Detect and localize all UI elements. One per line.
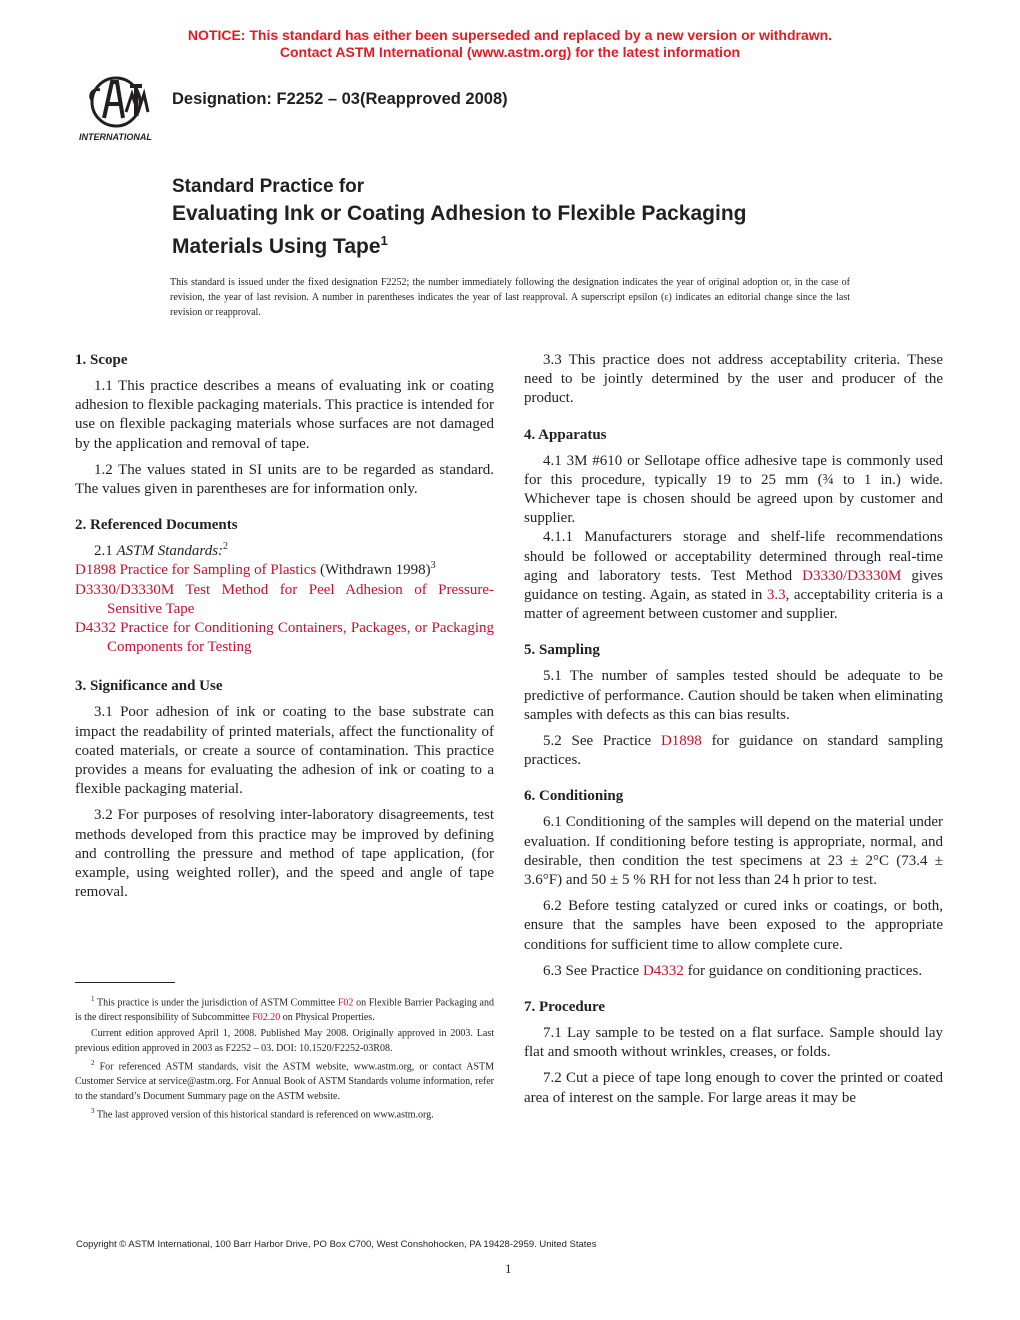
right-column: [524, 351, 943, 1108]
ref-d1898: [75, 561, 494, 580]
title-line-2: Evaluating Ink or Coating Adhesion to Flexible Packaging: [172, 202, 747, 225]
title-line-3-text: Materials Using Tape: [172, 235, 381, 258]
section-4-heading: 4. Apparatus: [524, 426, 607, 443]
ref-d3330: [75, 581, 494, 619]
title-line-3: [172, 227, 872, 260]
para-5-2: [524, 732, 943, 770]
footnote-2-text: For referenced ASTM standards, visit the ASTM website, www.astm.org, or contact ASTM Customer Service at service@astm.org. For Annual Book of ASTM Standards volume information, refer to the standard’s Document Summary page on the ASTM website.: [75, 1061, 495, 1103]
para-7-1: 7.1 Lay sample to be tested on a flat surface. Sample should lay flat and smooth without wrinkles, creases, or folds.: [524, 1025, 943, 1061]
para-6-3-link-d4332[interactable]: D4332: [642, 962, 684, 979]
copyright: Copyright © ASTM International, 100 Barr Harbor Drive, PO Box C700, West Conshohocken, PA 19428-2959. United States: [76, 1239, 597, 1250]
notice-banner: [0, 27, 1020, 61]
para-5-2-link-d1898[interactable]: D1898: [660, 733, 702, 750]
intro-paragraph: This standard is issued under the fixed designation F2252; the number immediately following the designation indicates the year of original adoption or, in the case of revision, the year of last revision. A number in parentheses indicates the year of last reapproval. A superscript epsilon (ε) indicates an editorial change since the last revision or reapproval.: [170, 277, 850, 318]
footnote-1: [75, 992, 494, 1026]
section-5-heading: 5. Sampling: [524, 642, 600, 659]
title-block: [172, 174, 872, 260]
para-4-1-1-b: gives guidance on testing. Again, as stated in: [524, 567, 944, 604]
footnotes: [75, 992, 494, 1123]
para-4-1-1-link-3-3[interactable]: 3.3: [766, 587, 786, 604]
para-5-2-a: 5.2 See Practice: [543, 733, 652, 750]
ref-d1898-sup[interactable]: 3: [430, 560, 436, 572]
para-2-1-sup[interactable]: 2: [223, 541, 229, 553]
para-5-2-b: for guidance on standard sampling practices.: [524, 733, 943, 769]
section-2-heading: 2. Referenced Documents: [75, 517, 238, 534]
section-1-heading: 1. Scope: [75, 352, 128, 368]
ref-d1898-code[interactable]: D1898: [75, 562, 116, 579]
footnote-2-mark: 2: [91, 1058, 95, 1067]
para-6-3: [524, 962, 943, 981]
section-7-heading: 7. Procedure: [524, 999, 606, 1016]
logo-text: INTERNATIONAL: [79, 132, 152, 142]
para-2-1-num: 2.1: [94, 543, 113, 560]
page-number: 1: [505, 1261, 512, 1276]
para-4-1-1-a: 4.1.1 Manufacturers storage and shelf-life recommendations should be followed or acceptability determined through real-time aging and laboratory tests. Test Method: [524, 529, 943, 584]
ref-d3330-title[interactable]: Test Method for Peel Adhesion of Pressure-Sensitive Tape: [107, 581, 494, 617]
footnote-1-edition: Current edition approved April 1, 2008. Published May 2008. Originally approved in 2003. Last previous edition approved in 2003 as F2252 – 03. DOI: 10.1520/F2252-03R08.: [75, 1027, 494, 1054]
notice-line-1: NOTICE: This standard has either been superseded and replaced by a new version or withdrawn.: [187, 27, 833, 43]
footnote-1-link-f02[interactable]: F02: [337, 997, 354, 1009]
para-4-1-1-link-d3330[interactable]: D3330/D3330M: [802, 567, 902, 584]
astm-logo: [74, 72, 160, 144]
para-4-1-1-c: , acceptability criteria is a matter of agreement between customer and supplier.: [524, 587, 943, 623]
para-7-2: 7.2 Cut a piece of tape long enough to cover the printed or coated area of interest on the sample. For large areas it may be: [524, 1070, 943, 1106]
para-3-1: 3.1 Poor adhesion of ink or coating to the base substrate can impact the readability of printed materials, affect the functionality of coated materials, or create a source of contamination. This practice provides a means for evaluating the adhesion of ink or coating to a flexible packaging material.: [75, 704, 494, 798]
para-2-1: [75, 542, 494, 561]
ref-d3330-code[interactable]: D3330/D3330M: [75, 581, 175, 598]
para-1-2: 1.2 The values stated in SI units are to be regarded as standard. The values given in parentheses are for information only.: [75, 461, 494, 498]
astm-logo-icon: [74, 72, 160, 144]
footnote-1-mark: 1: [91, 995, 95, 1003]
ref-d4332-title[interactable]: Practice for Conditioning Containers, Packages, or Packaging Components for Testing: [107, 620, 495, 656]
ref-d1898-note: (Withdrawn 1998): [319, 562, 431, 579]
para-6-2: 6.2 Before testing catalyzed or cured inks or coatings, or both, ensure that the samples have been exposed to the appropriate conditions for sufficient time to allow complete cure.: [524, 898, 943, 953]
para-4-1-1: [524, 528, 943, 624]
left-column: [75, 351, 494, 902]
title-line-1: Standard Practice for: [172, 176, 365, 197]
title-footnote-mark[interactable]: 1: [380, 233, 388, 248]
para-6-1: 6.1 Conditioning of the samples will depend on the material under evaluation. If conditioning before testing is appropriate, normal, and desirable, then condition the test specimens at 23 ± 2°C (73.4 ± 3.6°F) and 50 ± 5 % RH for not less than 24 h prior to test.: [524, 814, 943, 889]
ref-d4332: [75, 619, 494, 657]
para-3-3: 3.3 This practice does not address acceptability criteria. These need to be jointly determined by the user and producer of the product.: [524, 352, 943, 407]
footnote-3-text: The last approved version of this historical standard is referenced on www.astm.org.: [96, 1109, 434, 1121]
para-6-3-a: 6.3 See Practice: [543, 962, 640, 979]
ref-d1898-title[interactable]: Practice for Sampling of Plastics: [119, 562, 317, 579]
para-6-3-b: for guidance on conditioning practices.: [687, 962, 923, 979]
para-2-1-text: ASTM Standards:: [116, 543, 224, 560]
para-1-1: 1.1 This practice describes a means of evaluating ink or coating adhesion to flexible packaging materials. This practice is intended for use on flexible packaging materials whose surfaces are not damaged by the application and removal of tape.: [75, 378, 494, 452]
notice-line-2: Contact ASTM International (www.astm.org) for the latest information: [279, 44, 741, 60]
footnote-1-b: on Flexible Barrier Packaging and is the direct responsibility of Subcommittee: [75, 997, 494, 1024]
para-4-1: 4.1 3M #610 or Sellotape office adhesive tape is commonly used for this procedure, typically 19 to 25 mm (¾ to 1 in.) wide. Whichever tape is chosen should be agreed upon by customer and supplier.: [524, 452, 943, 527]
designation: Designation: F2252 – 03(Reapproved 2008): [172, 90, 508, 108]
footnote-3: [75, 1104, 494, 1122]
section-6-heading: 6. Conditioning: [524, 788, 624, 805]
para-3-2: 3.2 For purposes of resolving inter-laboratory disagreements, test methods developed from this practice may be improved by defining and controlling the pressure and method of tape application, (for example, using weighted roller), and the speed and angle of tape removal.: [75, 807, 494, 901]
footnote-rule: [75, 982, 175, 983]
ref-d4332-code[interactable]: D4332: [75, 620, 116, 637]
footnote-3-mark: 3: [91, 1107, 95, 1116]
section-3-heading: 3. Significance and Use: [75, 678, 223, 695]
footnote-1-c: on Physical Properties.: [282, 1012, 375, 1024]
footnote-2: [75, 1056, 494, 1105]
footnote-1-link-f0220[interactable]: F02.20: [252, 1012, 281, 1024]
para-5-1: 5.1 The number of samples tested should be adequate to be predictive of performance. Caution should be taken when eliminating samples with defects as this can bias results.: [524, 668, 943, 723]
footnote-1-a: This practice is under the jurisdiction of ASTM Committee: [97, 997, 336, 1009]
